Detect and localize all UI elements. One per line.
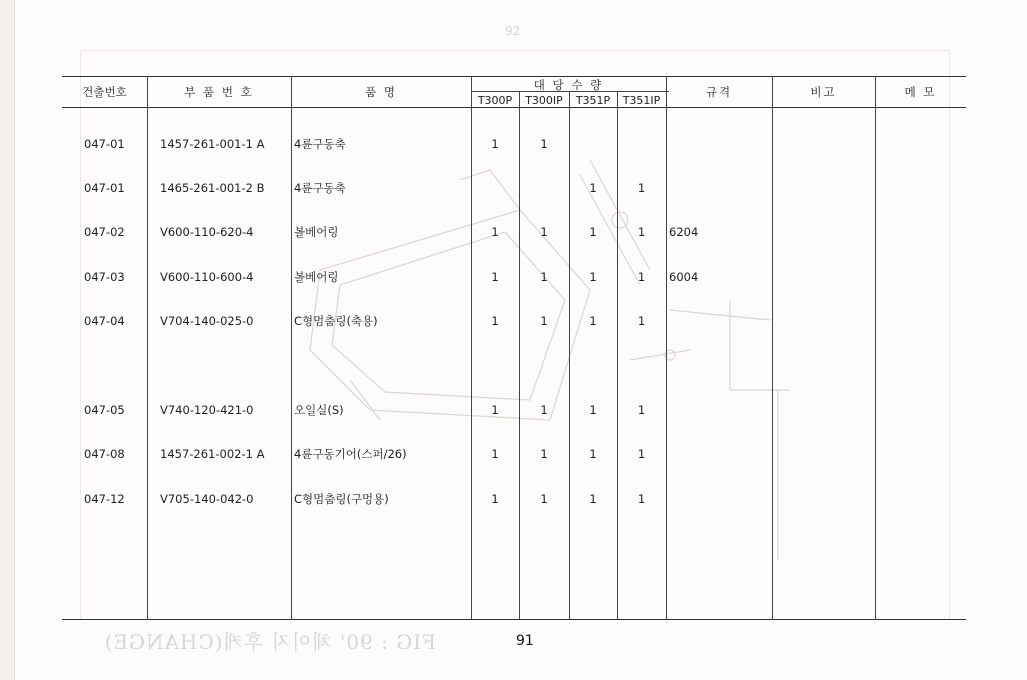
table-row-cell: 1 [540,314,548,329]
table-row-cell: 1 [491,491,499,506]
table-row-cell: 1 [637,402,646,417]
header-spec: 규격 [705,85,733,99]
table-row-cell: 047-08 [84,447,125,462]
table-row-cell: 1 [589,402,597,417]
table-row-cell: C형멈춤링(축용) [294,314,378,329]
table-row-cell [669,447,698,462]
table-row-cell: 볼베어링 [294,225,339,240]
table-row-cell [669,359,698,374]
header-drawing-no: 건출번호 [82,85,127,99]
table-row-cell [519,181,569,196]
table-row-cell: 1 [589,225,597,240]
page-binding-edge [0,0,15,680]
col-part-no [160,107,264,536]
header-qty-group: 대 당 수 량 [533,78,604,92]
table-row-cell: 4륜구동축 [294,136,346,151]
table-row-cell: 047-03 [84,269,125,284]
table-row-cell: 1 [589,180,597,195]
table-row-cell: 1 [589,447,597,462]
col-part-name [294,107,407,536]
table-row-cell: 047-04 [84,314,125,329]
table-row-cell: 6204 [669,225,699,240]
table-row-cell: 1 [637,447,646,462]
table-row-cell: 4륜구동기어(스퍼/26) [294,447,407,462]
table-row-cell: 1 [589,491,597,506]
table-row-cell: 1 [491,225,499,240]
table-row-cell: V600-110-600-4 [160,269,254,284]
table-row-cell: V740-120-421-0 [160,402,254,417]
col-qty-t351ip [617,107,666,536]
table-row-cell: 047-02 [84,225,125,240]
table-row-cell: 4륜구동축 [294,180,346,195]
table-row-cell: 1 [637,269,646,284]
col-drawing-no [84,107,125,536]
table-bottom-rule [62,619,966,620]
table-row-cell: 1 [491,269,499,284]
table-row-cell: 047-05 [84,402,125,417]
table-row-cell: V704-140-025-0 [160,314,254,329]
col-qty-t351p [569,107,617,536]
bleed-through-page-number: 92 [505,24,521,38]
table-row-cell: 오일실(S) [294,402,344,417]
table-row-cell: 1 [540,402,548,417]
table-row-cell: 1 [589,314,597,329]
col-divider-2 [291,76,292,619]
table-row-cell: 1 [540,136,548,151]
header-part-no: 부 품 번 호 [184,85,254,99]
table-row-cell: 1 [637,314,646,329]
header-memo: 메 모 [904,85,937,99]
col-divider-1 [147,76,148,619]
table-row-cell: 047-01 [84,180,125,195]
header-qty-t351ip: T351IP [622,94,661,107]
table-row-cell [569,359,617,374]
table-row-cell: 1 [491,402,499,417]
col-divider-8 [772,76,773,619]
table-row-cell: 1465-261-001-2 B [160,180,265,195]
table-row-cell [84,359,125,374]
table-row-cell [669,314,698,329]
table-row-cell: 1 [540,447,548,462]
table-row-cell: 1 [540,225,548,240]
col-spec [669,107,698,536]
table-row-cell: 1 [589,269,597,284]
table-row-cell [617,137,666,152]
col-qty-t300p [471,107,519,536]
table-row-cell: 1 [491,136,499,151]
col-qty-t300ip [519,107,569,536]
table-row-cell: 볼베어링 [294,269,339,284]
table-row-cell [160,359,264,374]
table-row-cell [294,359,407,374]
header-remarks: 비고 [810,85,837,99]
table-row-cell: V600-110-620-4 [160,225,254,240]
table-row-cell: C형멈춤링(구멍용) [294,491,389,506]
table-row-cell [519,359,569,374]
col-divider-7 [666,76,667,619]
table-row-cell: 6004 [669,269,699,284]
col-divider-9 [875,76,876,619]
table-row-cell: 1457-261-001-1 A [160,136,265,151]
header-qty-t300ip: T300IP [525,94,563,107]
table-row-cell [471,359,519,374]
table-row-cell: V705-140-042-0 [160,491,254,506]
page-number: 91 [516,633,534,649]
table-row-cell: 047-01 [84,136,125,151]
table-row-cell: 1 [540,491,548,506]
table-row-cell [617,359,666,374]
header-qty-t300p: T300P [477,94,513,107]
table-row-cell: 1 [637,225,646,240]
table-row-cell [669,492,698,507]
parts-table [62,76,966,620]
table-row-cell: 047-12 [84,491,125,506]
table-row-cell [471,181,519,196]
table-row-cell [669,181,698,196]
table-row-cell [669,403,698,418]
header-qty-t351p: T351P [575,94,611,107]
header-part-name: 품 명 [365,85,397,99]
table-row-cell [669,137,698,152]
table-row-cell [569,137,617,152]
table-row-cell: 1 [540,269,548,284]
table-row-cell: 1 [637,491,646,506]
table-row-cell: 1 [491,314,499,329]
table-row-cell: 1457-261-002-1 A [160,447,265,462]
bleed-through-caption: FIG : 90' 체이지 후케(CHANGE) [103,630,436,654]
table-row-cell: 1 [491,447,499,462]
table-row-cell: 1 [637,180,646,195]
